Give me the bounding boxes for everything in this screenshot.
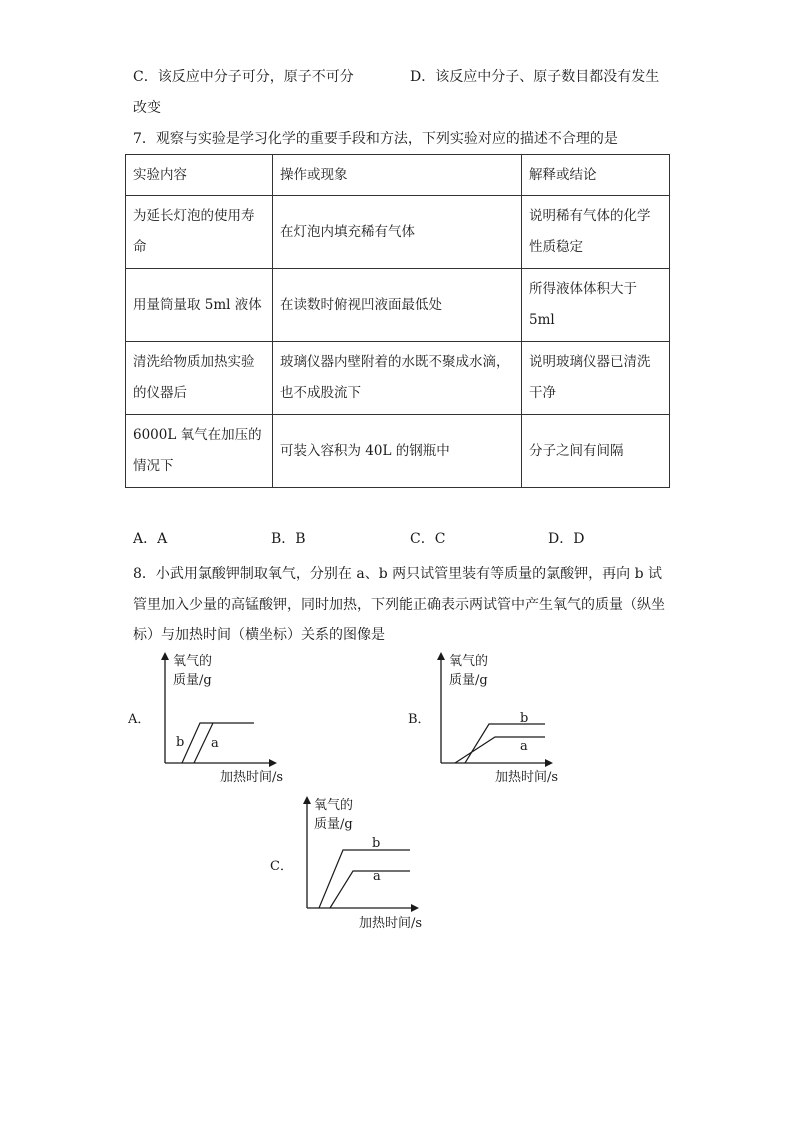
table-cell: 说明玻璃仪器已清洗干净 [522,342,670,415]
table-cell: 可装入容积为 40L 的钢瓶中 [273,415,522,488]
graph-a [128,650,298,786]
series-a-label: a [373,869,381,884]
table-row [126,342,670,415]
q6-option-d: D．该反应中分子、原子数目都没有发生 [410,69,660,85]
q7-table [125,154,670,488]
series-b-line [465,724,545,763]
x-axis-label: 加热时间/s [359,916,423,931]
table-header-cell: 操作或现象 [273,155,522,196]
q8-stem-line2: 管里加入少量的高锰酸钾，同时加热，下列能正确表示两试管中产生氧气的质量（纵坐 [133,597,665,613]
y-axis-label-line1: 氧气的 [449,654,489,669]
series-b-label: b [176,735,185,750]
q7-option-d: D．D [548,531,585,547]
series-b-line [319,850,410,908]
table-cell: 为延长灯泡的使用寿命 [126,196,273,269]
table-cell: 说明稀有气体的化学性质稳定 [522,196,670,269]
graph-c-option-label: C． [270,859,293,874]
q8-stem-line1: 8．小武用氯酸钾制取氧气，分别在 a、b 两只试管里装有等质量的氯酸钾，再向 b 试 [133,566,662,582]
q7-option-c: C．C [410,531,446,547]
table-header-row [126,155,670,196]
q7-stem: 7．观察与实验是学习化学的重要手段和方法，下列实验对应的描述不合理的是 [133,131,618,147]
series-a-line [455,737,545,763]
table-row [126,196,670,269]
series-a-line [330,871,410,908]
series-a-label: a [520,739,528,754]
table-row [126,415,670,488]
table-cell: 6000L 氧气在加压的情况下 [126,415,273,488]
table-cell: 玻璃仪器内壁附着的水既不聚成水滴，也不成股流下 [273,342,522,415]
graph-c [270,795,445,931]
q8-stem-line3: 标）与加热时间（横坐标）关系的图像是 [133,627,385,643]
table-cell: 清洗给物质加热实验的仪器后 [126,342,273,415]
q7-option-b: B．B [271,531,306,547]
series-a-label: a [211,736,219,751]
y-axis-label-line2: 质量/g [173,673,212,688]
table-row [126,269,670,342]
table-cell: 分子之间有间隔 [522,415,670,488]
table-cell: 在灯泡内填充稀有气体 [273,196,522,269]
table-header-cell: 解释或结论 [522,155,670,196]
q6-option-c: C．该反应中分子可分，原子不可分 [133,69,354,85]
series-b-label: b [372,836,381,851]
y-axis-label-line2: 质量/g [449,673,488,688]
q6-option-d-continued: 改变 [133,100,161,116]
x-axis-label: 加热时间/s [220,770,284,785]
table-header-cell: 实验内容 [126,155,273,196]
series-b-label: b [520,711,529,726]
graph-b-option-label: B． [408,712,431,727]
graph-a-option-label: A． [128,712,151,727]
table-cell: 在读数时俯视凹液面最低处 [273,269,522,342]
y-axis-label-line1: 氧气的 [173,654,213,669]
table-cell: 用量筒量取 5ml 液体 [126,269,273,342]
q7-option-a: A．A [133,531,168,547]
y-axis-label-line2: 质量/g [314,817,353,832]
graph-b [405,650,575,786]
y-axis-label-line1: 氧气的 [314,798,354,813]
table-cell: 所得液体体积大于5ml [522,269,670,342]
x-axis-label: 加热时间/s [495,770,559,785]
